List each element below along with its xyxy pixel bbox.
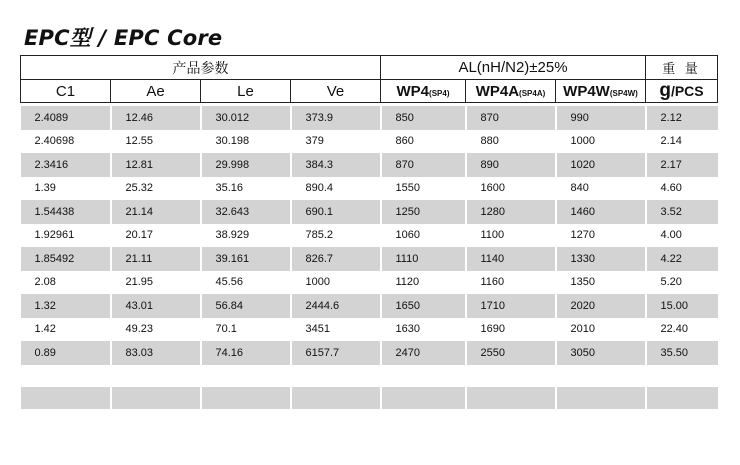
table-cell: 1020 xyxy=(556,153,646,177)
table-cell: 1.32 xyxy=(21,294,111,318)
table-cell: 1710 xyxy=(466,294,556,318)
table-cell: 990 xyxy=(556,106,646,130)
table-cell: 21.14 xyxy=(111,200,201,224)
table-cell: 1140 xyxy=(466,247,556,271)
table-cell: 43.01 xyxy=(111,294,201,318)
table-row xyxy=(21,130,718,154)
table-cell: 2550 xyxy=(466,341,556,365)
column-header-weight-unit: g/PCS xyxy=(646,80,718,103)
table-cell: 1000 xyxy=(291,271,381,295)
table-cell: 25.32 xyxy=(111,177,201,201)
table-cell: 850 xyxy=(381,106,466,130)
table-cell: 56.84 xyxy=(201,294,291,318)
table-cell: 1160 xyxy=(466,271,556,295)
table-cell: 1.85492 xyxy=(21,247,111,271)
table-cell: 2444.6 xyxy=(291,294,381,318)
table-cell: 1460 xyxy=(556,200,646,224)
table-cell: 1280 xyxy=(466,200,556,224)
empty-row xyxy=(21,387,718,409)
table-cell: 21.95 xyxy=(111,271,201,295)
table-cell: 2.3416 xyxy=(21,153,111,177)
table-cell: 840 xyxy=(556,177,646,201)
spec-table-body xyxy=(21,103,718,409)
table-cell: 1.54438 xyxy=(21,200,111,224)
table-cell: 29.998 xyxy=(201,153,291,177)
table-cell: 0.89 xyxy=(21,341,111,365)
table-cell: 70.1 xyxy=(201,318,291,342)
product-params-header: 产品参数 xyxy=(21,56,381,80)
table-cell: 5.20 xyxy=(646,271,718,295)
table-cell: 22.40 xyxy=(646,318,718,342)
table-cell: 30.198 xyxy=(201,130,291,154)
table-cell: 384.3 xyxy=(291,153,381,177)
column-header-wp4a: WP4A(SP4A) xyxy=(466,80,556,103)
table-cell: 890 xyxy=(466,153,556,177)
table-row xyxy=(21,271,718,295)
table-cell: 1060 xyxy=(381,224,466,248)
epc-core-spec-table xyxy=(20,55,718,409)
table-cell: 1.42 xyxy=(21,318,111,342)
table-cell: 1250 xyxy=(381,200,466,224)
table-cell: 32.643 xyxy=(201,200,291,224)
table-cell: 3050 xyxy=(556,341,646,365)
table-cell: 1630 xyxy=(381,318,466,342)
table-cell: 826.7 xyxy=(291,247,381,271)
table-cell: 1.39 xyxy=(21,177,111,201)
table-cell: 2.4089 xyxy=(21,106,111,130)
table-cell: 860 xyxy=(381,130,466,154)
column-header-le: Le xyxy=(201,80,291,103)
al-value-header: AL(nH/N2)±25% xyxy=(381,56,646,80)
empty-row xyxy=(21,365,718,387)
table-cell: 785.2 xyxy=(291,224,381,248)
table-cell: 4.22 xyxy=(646,247,718,271)
table-cell: 4.00 xyxy=(646,224,718,248)
table-row xyxy=(21,106,718,130)
column-header-ae: Ae xyxy=(111,80,201,103)
table-row xyxy=(21,224,718,248)
table-cell: 12.55 xyxy=(111,130,201,154)
table-cell: 74.16 xyxy=(201,341,291,365)
table-row xyxy=(21,177,718,201)
table-cell: 870 xyxy=(466,106,556,130)
column-header-wp4w: WP4W(SP4W) xyxy=(556,80,646,103)
table-cell: 49.23 xyxy=(111,318,201,342)
table-cell: 38.929 xyxy=(201,224,291,248)
table-cell: 2010 xyxy=(556,318,646,342)
table-cell: 870 xyxy=(381,153,466,177)
table-row xyxy=(21,341,718,365)
table-cell: 1100 xyxy=(466,224,556,248)
table-row xyxy=(21,294,718,318)
table-cell: 2.17 xyxy=(646,153,718,177)
table-cell: 1550 xyxy=(381,177,466,201)
table-cell: 21.11 xyxy=(111,247,201,271)
weight-header: 重 量 xyxy=(646,56,718,80)
table-cell: 1690 xyxy=(466,318,556,342)
table-cell: 1000 xyxy=(556,130,646,154)
table-cell: 1110 xyxy=(381,247,466,271)
table-cell: 35.50 xyxy=(646,341,718,365)
table-row xyxy=(21,247,718,271)
table-cell: 83.03 xyxy=(111,341,201,365)
table-cell: 12.81 xyxy=(111,153,201,177)
table-cell: 2020 xyxy=(556,294,646,318)
column-header-wp4: WP4(SP4) xyxy=(381,80,466,103)
table-cell: 2.12 xyxy=(646,106,718,130)
table-cell: 2470 xyxy=(381,341,466,365)
table-cell: 15.00 xyxy=(646,294,718,318)
table-cell: 20.17 xyxy=(111,224,201,248)
table-cell: 1.92961 xyxy=(21,224,111,248)
table-cell: 12.46 xyxy=(111,106,201,130)
table-cell: 2.14 xyxy=(646,130,718,154)
table-cell: 30.012 xyxy=(201,106,291,130)
table-cell: 45.56 xyxy=(201,271,291,295)
table-cell: 1600 xyxy=(466,177,556,201)
table-cell: 379 xyxy=(291,130,381,154)
table-cell: 3451 xyxy=(291,318,381,342)
column-header-ve: Ve xyxy=(291,80,381,103)
table-cell: 3.52 xyxy=(646,200,718,224)
table-cell: 1330 xyxy=(556,247,646,271)
table-cell: 690.1 xyxy=(291,200,381,224)
table-row xyxy=(21,200,718,224)
table-cell: 39.161 xyxy=(201,247,291,271)
table-cell: 880 xyxy=(466,130,556,154)
table-cell: 2.40698 xyxy=(21,130,111,154)
table-cell: 4.60 xyxy=(646,177,718,201)
table-cell: 1650 xyxy=(381,294,466,318)
table-cell: 1120 xyxy=(381,271,466,295)
page-title: EPC型 / EPC Core xyxy=(24,26,223,50)
table-row xyxy=(21,153,718,177)
table-cell: 2.08 xyxy=(21,271,111,295)
table-row xyxy=(21,318,718,342)
table-cell: 1270 xyxy=(556,224,646,248)
table-cell: 6157.7 xyxy=(291,341,381,365)
table-cell: 373.9 xyxy=(291,106,381,130)
table-cell: 1350 xyxy=(556,271,646,295)
table-cell: 890.4 xyxy=(291,177,381,201)
table-cell: 35.16 xyxy=(201,177,291,201)
column-header-c1: C1 xyxy=(21,80,111,103)
